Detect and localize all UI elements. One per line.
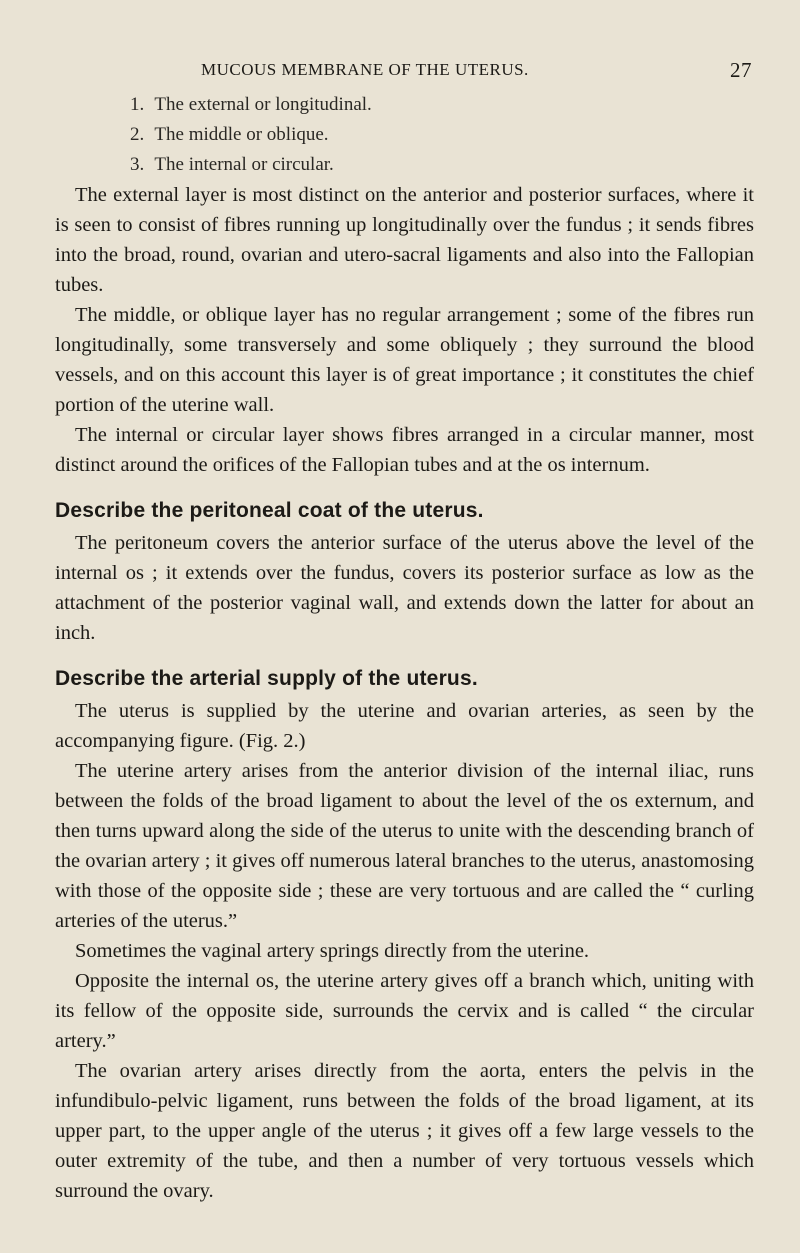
paragraph-vaginal-artery: Sometimes the vaginal artery springs directly from the uterine. (75, 940, 590, 962)
paragraph-circular-artery: Opposite the internal os, the uterine artery gives off a branch which, uniting with its fellow of the opposite side, surrounds the cervix and is called “ the circular artery.” (55, 970, 754, 1052)
paragraph-internal-layer: The internal or circular layer shows fibres arranged in a circular manner, most distinct around the orifices of the Fallopian tubes and at the os internum. (55, 424, 754, 476)
heading-peritoneal-coat: Describe the peritoneal coat of the uterus. (55, 499, 484, 522)
running-head (55, 58, 754, 84)
list-number: 1. (130, 94, 145, 115)
list-item (130, 90, 754, 120)
list-number: 3. (130, 154, 145, 175)
paragraph-arteries-overview: The uterus is supplied by the uterine and ovarian arteries, as seen by the accompanying figure. (Fig. 2.) (55, 700, 754, 752)
list-text: The middle or oblique. (154, 124, 329, 145)
page-number: 27 (730, 58, 752, 82)
list-item (130, 120, 754, 150)
list-number: 2. (130, 124, 145, 145)
paragraph-ovarian-artery: The ovarian artery arises directly from the aorta, enters the pelvis in the infundibulo-pelvic ligament, runs between the folds of the broad ligament, at its upper part, to the upper angle of the uterus ; it gives off a few large vessels to the outer extremity of the tube, and then a number of very tortuous vessels which surround the ovary. (55, 1060, 754, 1202)
running-title: MUCOUS MEMBRANE OF THE UTERUS. (201, 60, 529, 79)
paragraph-uterine-artery: The uterine artery arises from the anterior division of the internal iliac, runs between the folds of the broad ligament to about the level of the os externum, and then turns upward along the side of the uterus to unite with the descending branch of the ovarian artery ; it gives off numerous lateral branches to the uterus, anastomosing with those of the opposite side ; these are very tortuous and are called the “ curling arteries of the uterus.” (55, 760, 754, 932)
muscle-layers-list (55, 90, 754, 180)
paragraph-external-layer: The external layer is most distinct on the anterior and posterior surfaces, where it is seen to consist of fibres running up longitudinally over the fundus ; it sends fibres into the broad, round, ovarian and utero-sacral ligaments and also into the Fallopian tubes. (55, 184, 754, 296)
heading-arterial-supply: Describe the arterial supply of the uterus. (55, 667, 478, 690)
list-text: The external or longitudinal. (154, 94, 372, 115)
paragraph-peritoneum: The peritoneum covers the anterior surface of the uterus above the level of the internal os ; it extends over the fundus, covers its posterior surface as low as the attachment of the posterior vaginal wall, and extends down the latter for about an inch. (55, 532, 754, 644)
paragraph-middle-layer: The middle, or oblique layer has no regular arrangement ; some of the fibres run longitudinally, some transversely and some obliquely ; they surround the blood vessels, and on this account this layer is of great importance ; it constitutes the chief portion of the uterine wall. (55, 304, 754, 416)
list-item (130, 150, 754, 180)
list-text: The internal or circular. (154, 154, 334, 175)
